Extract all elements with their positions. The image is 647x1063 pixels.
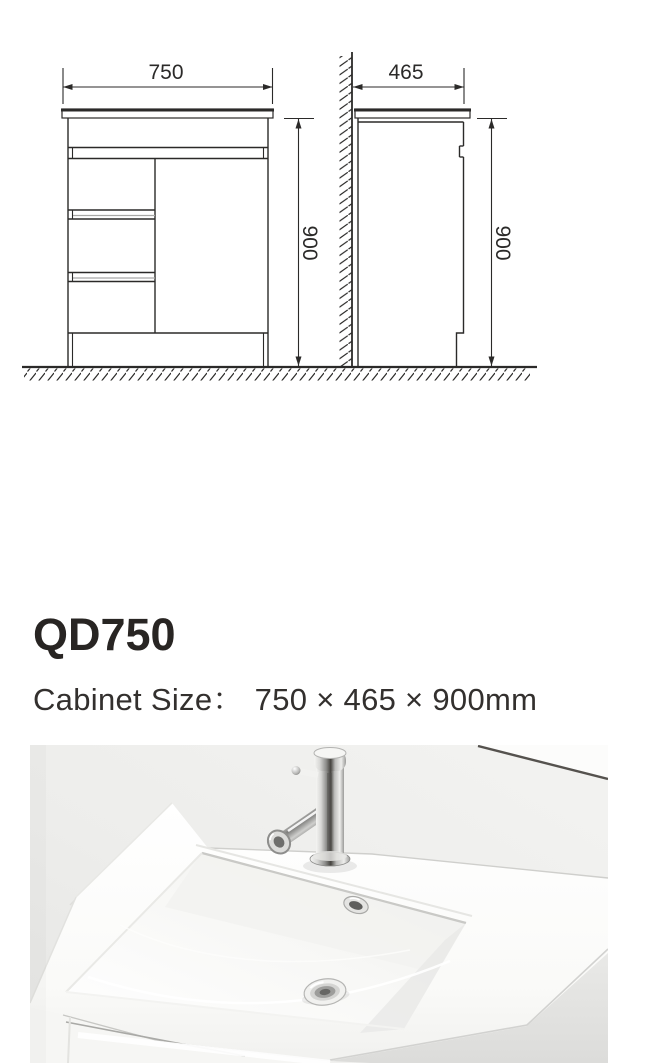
product-size-line [33,674,537,719]
product-photo [30,745,608,1063]
front-height-label: 900 [298,225,321,261]
side-height-label: 900 [491,225,514,261]
front-cabinet-body [68,118,268,367]
product-info [33,610,537,719]
size-label: Cabinet Size： [33,681,244,717]
side-view [340,52,472,367]
front-counter-top [61,109,274,118]
product-code: QD750 [33,609,176,660]
dimension-height-front-900 [284,119,321,367]
dimension-height-side-900 [477,119,514,367]
ground-line [22,367,537,381]
technical-drawing [0,0,647,410]
side-depth-label: 465 [388,61,424,84]
side-counter-top [354,109,471,118]
size-value: 750 × 465 × 900mm [254,681,538,717]
side-cabinet-body [358,118,464,367]
dimension-depth-465 [353,61,464,104]
front-width-label: 750 [148,61,184,84]
wall-section [340,52,353,367]
front-view [61,109,274,367]
dimension-width-750 [63,61,273,104]
